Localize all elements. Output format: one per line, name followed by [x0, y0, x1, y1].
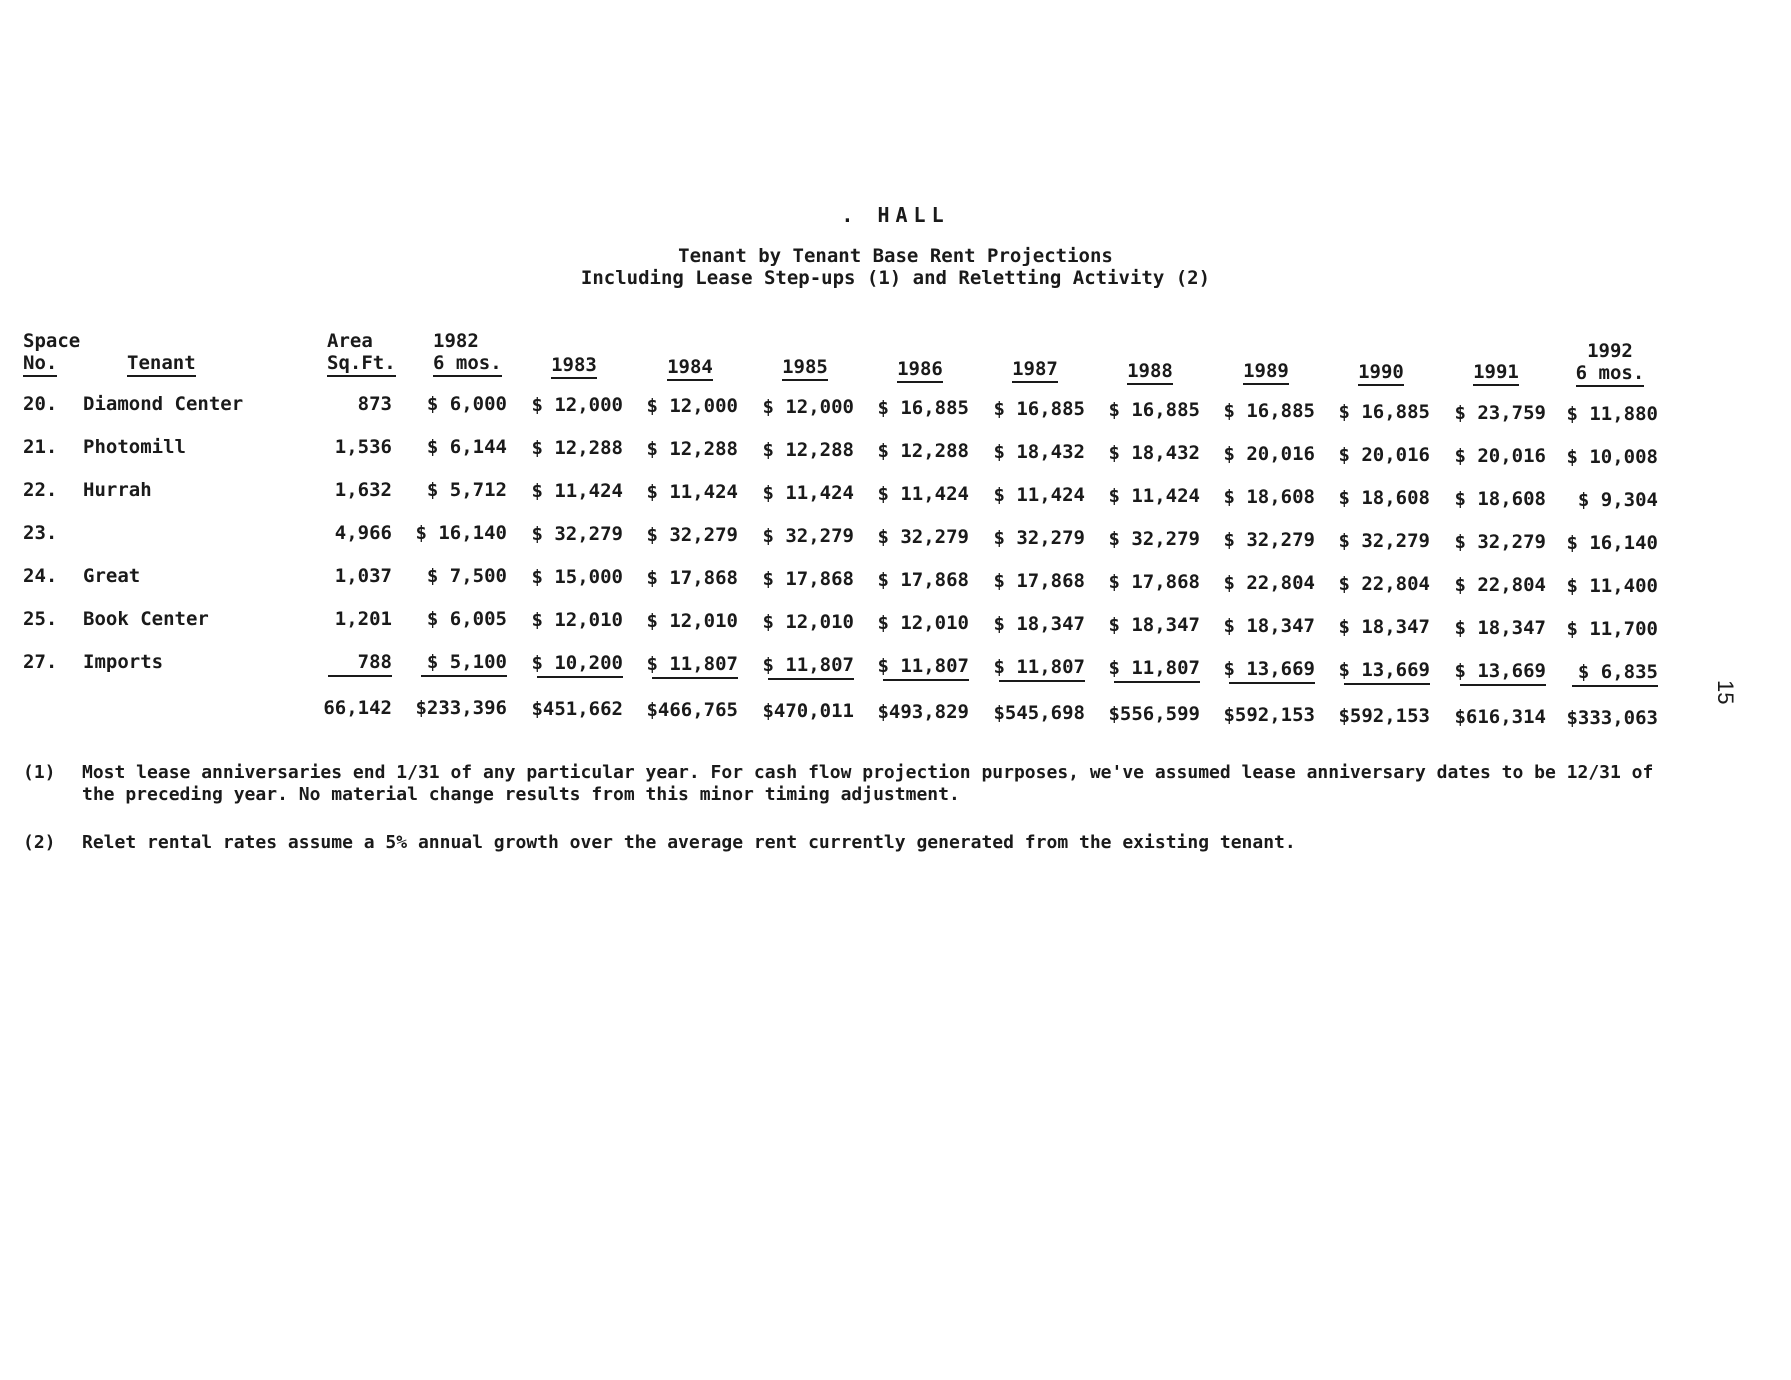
rent-value: $ 11,400: [1566, 575, 1658, 597]
header-1987-label: 1987: [1012, 358, 1058, 383]
rent-value: $ 12,288: [877, 440, 969, 462]
rent-value: $ 7,500: [426, 565, 507, 587]
space-number: 23.: [23, 522, 58, 544]
rent-value: $ 11,424: [646, 481, 738, 503]
rent-value: $ 12,000: [762, 396, 854, 418]
rent-value: $ 18,347: [1223, 615, 1315, 637]
rent-value: $ 12,288: [646, 438, 738, 460]
rent-value: $ 32,279: [531, 523, 623, 545]
rent-value: $ 11,807: [1108, 657, 1200, 679]
rent-value: $ 20,016: [1338, 444, 1430, 466]
space-number: 27.: [23, 651, 58, 673]
rent-value: $ 20,016: [1454, 445, 1546, 467]
sum-underline: [652, 677, 738, 679]
sum-underline: [1344, 683, 1430, 685]
header-1982-line-2: [433, 352, 502, 374]
rent-value: $ 11,807: [993, 656, 1085, 678]
rent-value: $ 18,347: [993, 613, 1085, 635]
total-value: $592,153: [1338, 705, 1430, 727]
sum-underline: [999, 680, 1085, 682]
rent-value: $ 9,304: [1577, 489, 1658, 511]
rent-value: $ 11,424: [993, 484, 1085, 506]
space-number: 22.: [23, 479, 58, 501]
rent-value: $ 20,016: [1223, 443, 1315, 465]
rent-value: $ 6,835: [1577, 661, 1658, 683]
rent-value: $ 18,608: [1338, 487, 1430, 509]
rent-value: $ 12,000: [531, 394, 623, 416]
total-value: $333,063: [1566, 707, 1658, 729]
rent-value: $ 11,424: [1108, 485, 1200, 507]
header-1992-line-1: 1992: [1587, 340, 1633, 362]
rent-value: $ 16,885: [1108, 399, 1200, 421]
space-number: 25.: [23, 608, 58, 630]
footnote-2-text: Relet rental rates assume a 5% annual growth over the average rent currently generated from the existing tenant.: [82, 832, 1296, 853]
total-value: $233,396: [415, 697, 507, 719]
rent-value: $ 12,010: [646, 610, 738, 632]
header-1984: [650, 356, 730, 378]
area-sqft: 873: [357, 393, 392, 415]
header-1985: [765, 356, 845, 378]
rent-value: $ 18,347: [1454, 617, 1546, 639]
header-1983: [534, 354, 614, 376]
rent-value: $ 11,880: [1566, 403, 1658, 425]
rent-value: $ 18,608: [1454, 488, 1546, 510]
total-value: $493,829: [877, 701, 969, 723]
header-1982-line-1: 1982: [433, 330, 479, 352]
sum-underline: [537, 676, 623, 678]
rent-value: $ 18,432: [993, 441, 1085, 463]
rent-value: $ 10,008: [1566, 446, 1658, 468]
header-tenant-label: Tenant: [127, 352, 196, 377]
rent-value: $ 13,669: [1338, 659, 1430, 681]
header-1988-label: 1988: [1127, 360, 1173, 385]
header-1992-line-2: [1565, 362, 1655, 384]
rent-value: $ 22,804: [1454, 574, 1546, 596]
header-area-sqft: Sq.Ft.: [327, 352, 396, 377]
rent-value: $ 12,000: [646, 395, 738, 417]
rent-value: $ 6,005: [426, 608, 507, 630]
rent-value: $ 32,279: [993, 527, 1085, 549]
rent-value: $ 6,144: [426, 436, 507, 458]
rent-value: $ 32,279: [1338, 530, 1430, 552]
header-1986: [880, 358, 960, 380]
total-value: $556,599: [1108, 703, 1200, 725]
sum-underline: [1114, 681, 1200, 683]
tenant-name: Great: [83, 565, 141, 587]
rent-value: $ 13,669: [1223, 658, 1315, 680]
rent-value: $ 11,807: [877, 655, 969, 677]
rent-value: $ 16,885: [1223, 400, 1315, 422]
space-number: 21.: [23, 436, 58, 458]
rent-value: $ 22,804: [1338, 573, 1430, 595]
area-sqft: 1,632: [334, 479, 392, 501]
header-1991: [1456, 361, 1536, 383]
total-value: $466,765: [646, 699, 738, 721]
footnote-2-number: (2): [23, 832, 56, 853]
rent-value: $ 17,868: [993, 570, 1085, 592]
tenant-name: Hurrah: [83, 479, 152, 501]
area-sqft: 1,536: [334, 436, 392, 458]
rent-value: $ 32,279: [1454, 531, 1546, 553]
tenant-name: Imports: [83, 651, 164, 673]
sum-underline: [328, 675, 392, 677]
rent-value: $ 22,804: [1223, 572, 1315, 594]
rent-value: $ 5,712: [426, 479, 507, 501]
total-value: $545,698: [993, 702, 1085, 724]
header-area-line-1: Area: [327, 330, 373, 352]
sum-underline: [421, 675, 507, 677]
header-1992-6mos: 6 mos.: [1576, 362, 1645, 387]
rent-value: $ 11,424: [762, 482, 854, 504]
rent-value: $ 32,279: [1223, 529, 1315, 551]
document-subtitle-line-1: Tenant by Tenant Base Rent Projections: [678, 245, 1113, 267]
total-value: $470,011: [762, 700, 854, 722]
rent-value: $ 18,347: [1338, 616, 1430, 638]
sum-underline: [883, 679, 969, 681]
rent-value: $ 16,885: [877, 397, 969, 419]
rent-value: $ 32,279: [646, 524, 738, 546]
space-number: 20.: [23, 393, 58, 415]
header-area-line-2: [327, 352, 396, 374]
header-1990-label: 1990: [1358, 361, 1404, 386]
area-sqft: 788: [357, 651, 392, 673]
space-number: 24.: [23, 565, 58, 587]
sum-underline: [768, 678, 854, 680]
tenant-name: Diamond Center: [83, 393, 244, 415]
rent-value: $ 12,288: [762, 439, 854, 461]
total-value: $592,153: [1223, 704, 1315, 726]
rent-value: $ 32,279: [1108, 528, 1200, 550]
sum-underline: [1572, 685, 1658, 687]
header-1985-label: 1985: [782, 356, 828, 381]
rent-value: $ 16,885: [1338, 401, 1430, 423]
header-space-line-2: [23, 352, 57, 374]
rent-value: $ 16,885: [993, 398, 1085, 420]
sum-underline: [1460, 684, 1546, 686]
total-value: $616,314: [1454, 706, 1546, 728]
rent-value: $ 17,868: [646, 567, 738, 589]
rent-value: $ 11,700: [1566, 618, 1658, 640]
rent-value: $ 16,140: [1566, 532, 1658, 554]
header-1982-6mos: 6 mos.: [433, 352, 502, 377]
rent-value: $ 6,000: [426, 393, 507, 415]
rent-value: $ 12,010: [877, 612, 969, 634]
area-sqft: 4,966: [334, 522, 392, 544]
rent-value: $ 12,010: [531, 609, 623, 631]
header-tenant: [127, 352, 196, 374]
rent-value: $ 17,868: [1108, 571, 1200, 593]
rent-value: $ 18,347: [1108, 614, 1200, 636]
header-space-line-1: Space: [23, 330, 81, 352]
rent-value: $ 11,424: [877, 483, 969, 505]
rent-value: $ 15,000: [531, 566, 623, 588]
document-title: . HALL: [841, 203, 950, 227]
header-1989-label: 1989: [1243, 360, 1289, 385]
header-1990: [1341, 361, 1421, 383]
rent-value: $ 18,608: [1223, 486, 1315, 508]
rent-value: $ 16,140: [415, 522, 507, 544]
header-1989: [1226, 360, 1306, 382]
tenant-name: Book Center: [83, 608, 209, 630]
rent-value: $ 11,807: [646, 653, 738, 675]
total-area: 66,142: [323, 697, 392, 719]
header-1984-label: 1984: [667, 356, 713, 381]
footnote-1-text: Most lease anniversaries end 1/31 of any particular year. For cash flow projection purposes, we've assumed lease anniversary dates to be 12/31 of the preceding year. No material change results from this minor timing adjustment.: [82, 762, 1654, 805]
rent-value: $ 10,200: [531, 652, 623, 674]
rent-value: $ 13,669: [1454, 660, 1546, 682]
rent-value: $ 17,868: [762, 568, 854, 590]
rent-value: $ 23,759: [1454, 402, 1546, 424]
rent-value: $ 32,279: [762, 525, 854, 547]
footnote-1-number: (1): [23, 762, 56, 783]
header-1987: [995, 358, 1075, 380]
rent-value: $ 11,807: [762, 654, 854, 676]
area-sqft: 1,201: [334, 608, 392, 630]
document-subtitle-line-2: Including Lease Step-ups (1) and Reletting Activity (2): [580, 267, 1211, 289]
rent-value: $ 32,279: [877, 526, 969, 548]
header-1983-label: 1983: [551, 354, 597, 379]
header-1986-label: 1986: [897, 358, 943, 383]
header-1991-label: 1991: [1473, 361, 1519, 386]
header-space-no: No.: [23, 352, 57, 377]
rent-value: $ 12,010: [762, 611, 854, 633]
rent-value: $ 17,868: [877, 569, 969, 591]
page-number: 15: [1713, 680, 1738, 705]
sum-underline: [1229, 682, 1315, 684]
area-sqft: 1,037: [334, 565, 392, 587]
rent-value: $ 11,424: [531, 480, 623, 502]
total-value: $451,662: [531, 698, 623, 720]
rent-value: $ 5,100: [426, 651, 507, 673]
rent-value: $ 12,288: [531, 437, 623, 459]
rent-value: $ 18,432: [1108, 442, 1200, 464]
tenant-name: Photomill: [83, 436, 186, 458]
header-1988: [1110, 360, 1190, 382]
